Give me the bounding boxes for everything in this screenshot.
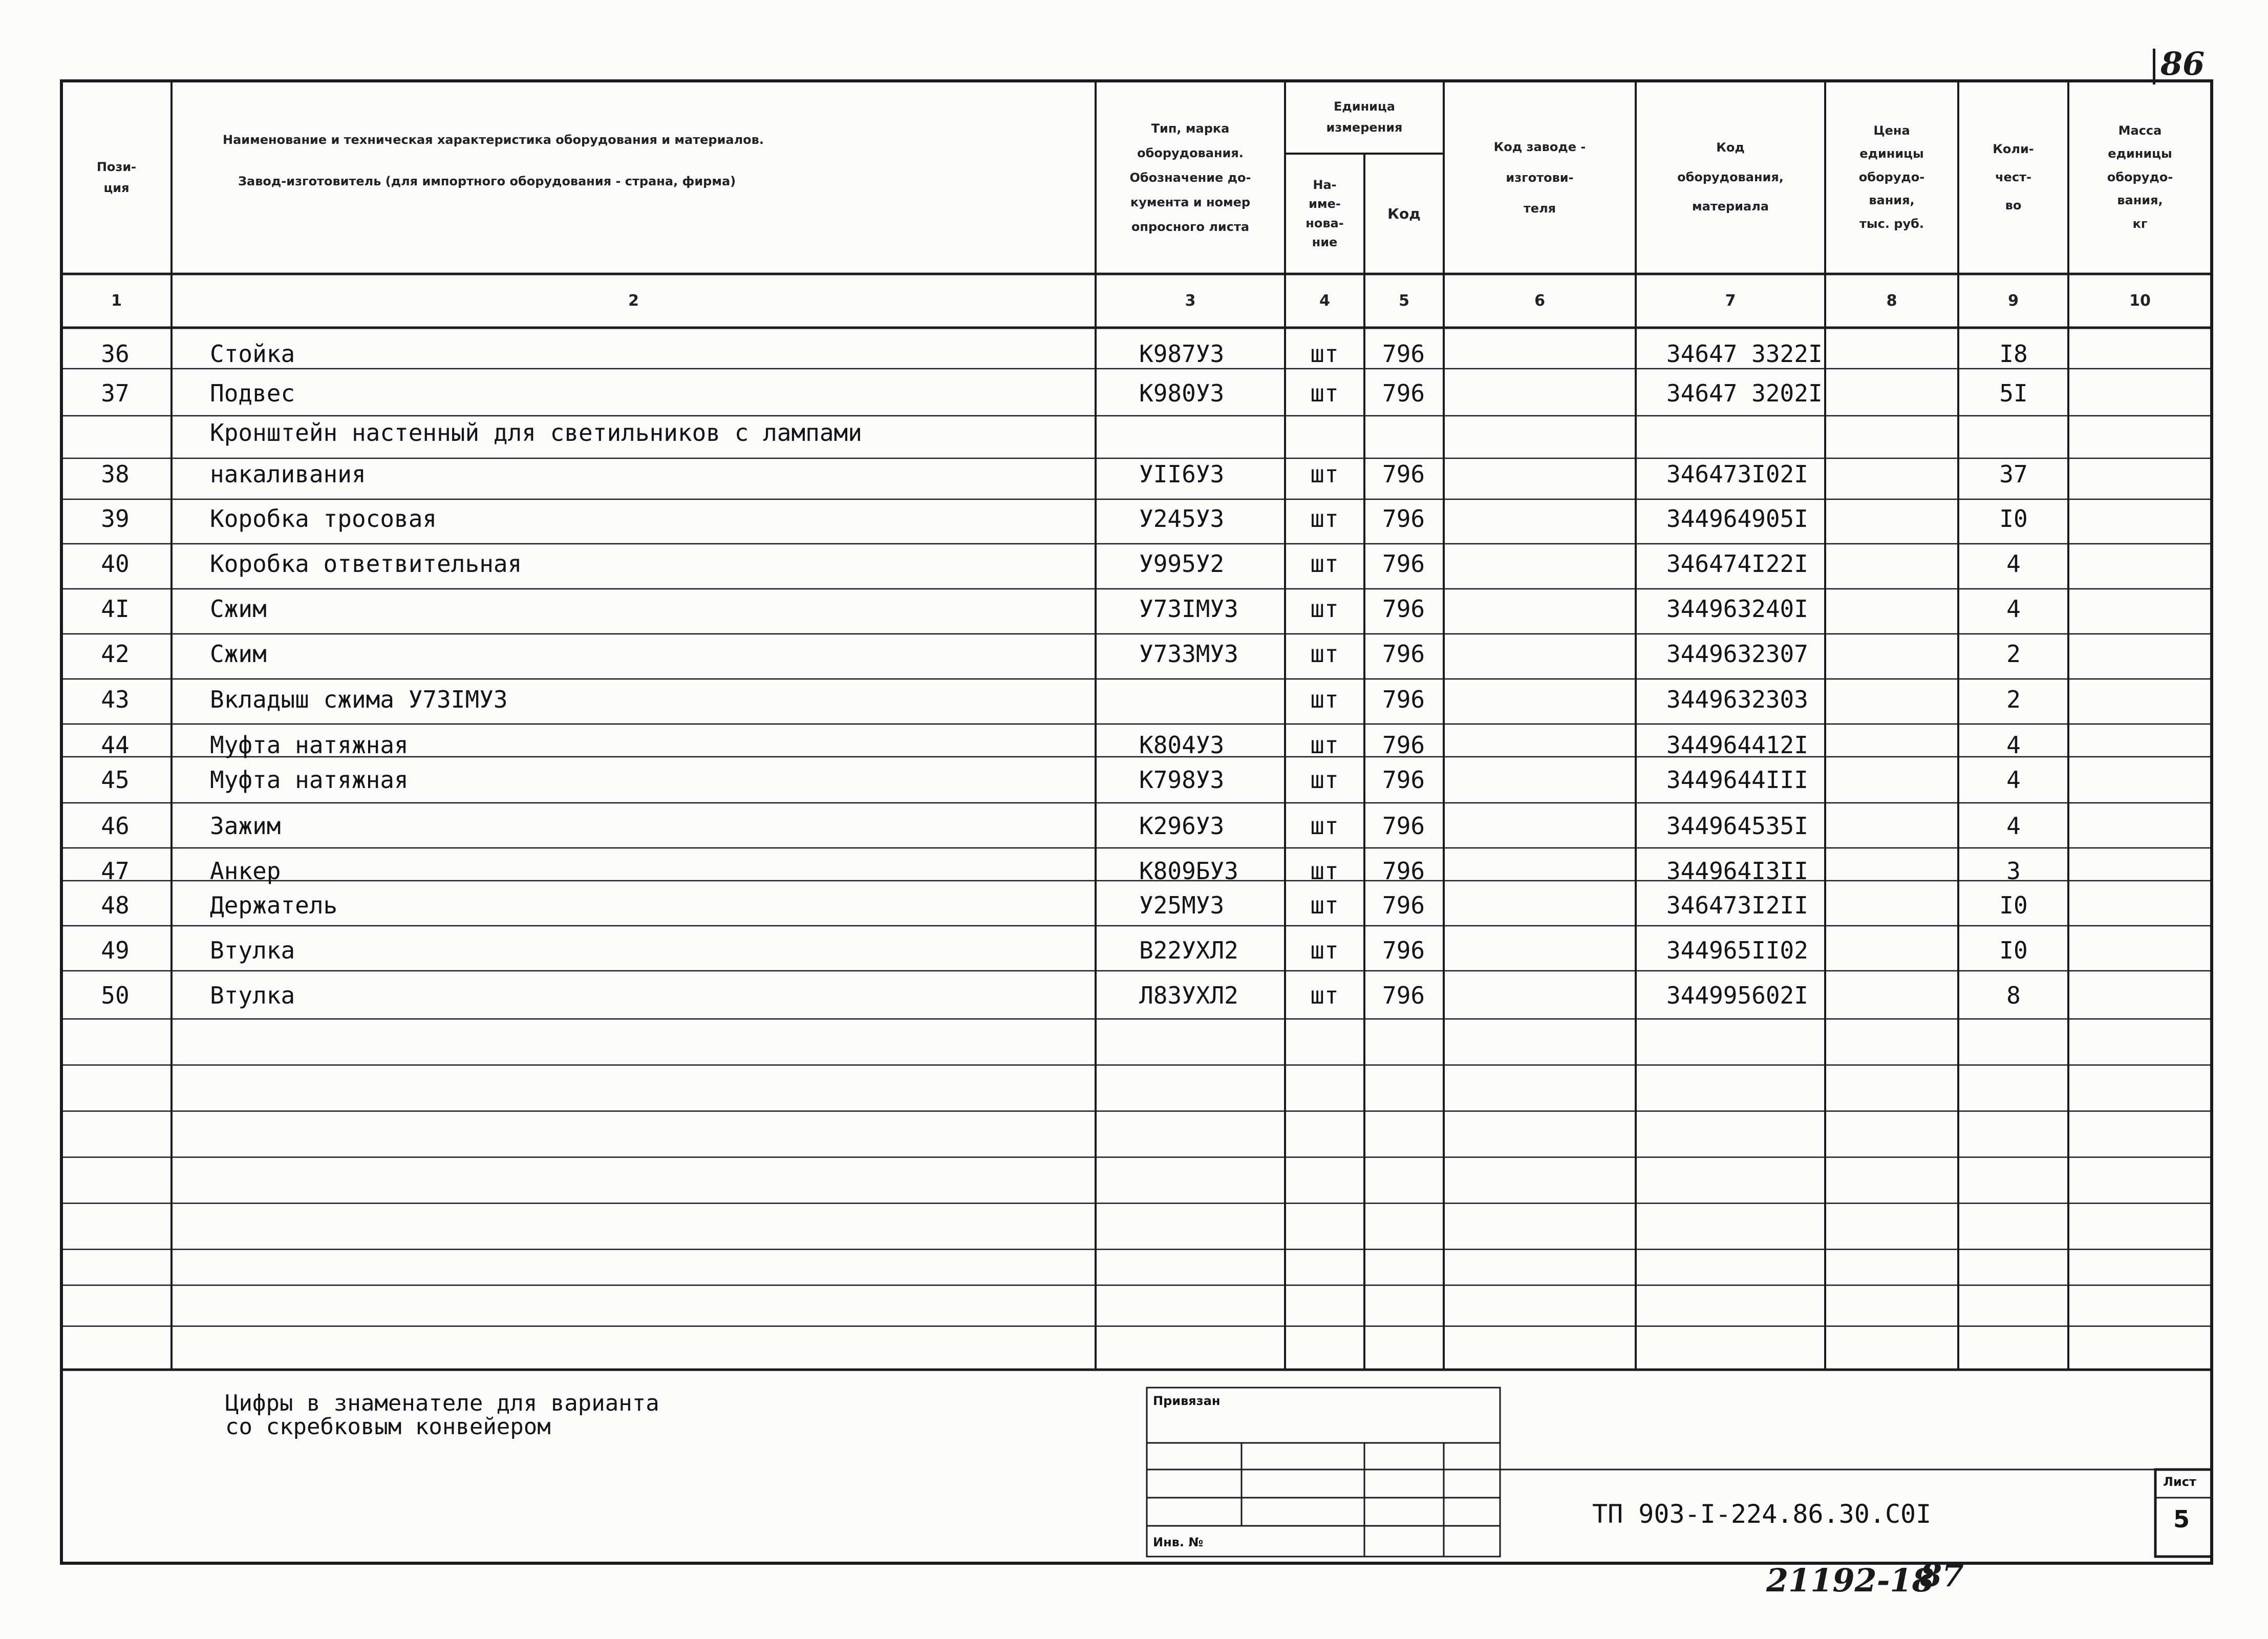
row-unit: шт xyxy=(1310,936,1339,964)
row-position: 40 xyxy=(101,550,130,578)
page-number-bottom: 87 xyxy=(1920,1557,1964,1594)
footer-note: Цифры в знаменателе для варианта со скребковым конвейером xyxy=(225,1390,659,1440)
row-unit-code: 796 xyxy=(1382,857,1425,885)
sheet-corner-number: 86 xyxy=(2160,45,2205,82)
row-unit-code: 796 xyxy=(1382,550,1425,578)
row-equip-code: 344963240I xyxy=(1666,595,1808,623)
header-name xyxy=(172,81,1096,274)
row-unit: шт xyxy=(1310,686,1339,713)
row-unit: шт xyxy=(1310,595,1339,623)
row-unit: шт xyxy=(1310,340,1339,368)
row-type: У995У2 xyxy=(1139,550,1225,578)
row-position: 45 xyxy=(101,766,130,794)
row-unit-code: 796 xyxy=(1382,686,1425,713)
row-equip-code: 346474I22I xyxy=(1666,550,1808,578)
row-unit-code: 796 xyxy=(1382,595,1425,623)
row-equip-code: 34647 3202I xyxy=(1666,379,1823,407)
header-equip-code: Код оборудования, материала xyxy=(1677,140,1784,214)
header-unit-name: На- име- нова- ние xyxy=(1306,178,1344,249)
row-unit: шт xyxy=(1310,460,1339,488)
row-name: Стойка xyxy=(210,340,295,368)
row-unit-code: 796 xyxy=(1382,505,1425,533)
row-name: Муфта натяжная xyxy=(210,766,409,794)
row-equip-code: 3449632307 xyxy=(1666,640,1808,668)
row-unit-code: 796 xyxy=(1382,460,1425,488)
row-name: Втулка xyxy=(210,936,295,964)
row-unit-code: 796 xyxy=(1382,640,1425,668)
header-mass: Масса единицы оборудо- вания, кг xyxy=(2107,123,2173,231)
row-position: 44 xyxy=(101,731,130,759)
row-quantity: I0 xyxy=(1999,936,2028,964)
row-equip-code: 3449632303 xyxy=(1666,686,1808,713)
row-type: Л83УХЛ2 xyxy=(1139,982,1238,1009)
row-position: 48 xyxy=(101,891,130,919)
row-name: Зажим xyxy=(210,812,281,840)
row-unit: шт xyxy=(1310,891,1339,919)
corner-mark xyxy=(2153,49,2155,84)
stamp-inventory-label: Инв. № xyxy=(1153,1535,1204,1549)
row-type: У245У3 xyxy=(1139,505,1225,533)
row-unit: шт xyxy=(1310,505,1339,533)
row-unit: шт xyxy=(1310,379,1339,407)
row-type: К296У3 xyxy=(1139,812,1225,840)
row-equip-code: 346473I02I xyxy=(1666,460,1808,488)
row-position: 42 xyxy=(101,640,130,668)
header-type: Тип, марка оборудования. Обозначение до- кумента и номер опросного листа xyxy=(1129,121,1251,234)
row-quantity: 37 xyxy=(1999,460,2028,488)
row-unit-code: 796 xyxy=(1382,766,1425,794)
row-unit-code: 796 xyxy=(1382,936,1425,964)
row-quantity: I0 xyxy=(1999,505,2028,533)
row-unit: шт xyxy=(1310,766,1339,794)
colnum-3: 3 xyxy=(1185,292,1196,310)
row-position: 38 xyxy=(101,460,130,488)
row-unit-code: 796 xyxy=(1382,340,1425,368)
row-quantity: 3 xyxy=(2006,857,2021,885)
row-position: 46 xyxy=(101,812,130,840)
document-number: ТП 903-I-224.86.30.C0I xyxy=(1592,1499,1932,1529)
row-name: Анкер xyxy=(210,857,281,885)
colnum-10: 10 xyxy=(2129,292,2151,310)
colnum-5: 5 xyxy=(1399,292,1409,310)
row-name: Втулка xyxy=(210,982,295,1009)
row-unit: шт xyxy=(1310,982,1339,1009)
row-name: Вкладыш сжима У73IМУ3 xyxy=(210,686,508,713)
row-equip-code: 344964I3II xyxy=(1666,857,1808,885)
sheet-label: Лист xyxy=(2163,1475,2196,1489)
header-price: Цена единицы оборудо- вания, тыс. руб. xyxy=(1858,123,1925,231)
header-name-line2: Завод-изготовитель (для импортного оборудования - страна, фирма) xyxy=(238,174,736,188)
row-quantity: 4 xyxy=(2006,595,2021,623)
row-equip-code: 344965II02 xyxy=(1666,936,1808,964)
row-name: Коробка ответвительная xyxy=(210,550,522,578)
row-equip-code: 344964905I xyxy=(1666,505,1808,533)
colnum-2: 2 xyxy=(628,292,639,310)
row-quantity: 4 xyxy=(2006,766,2021,794)
row-unit: шт xyxy=(1310,550,1339,578)
row-name: Сжим xyxy=(210,595,267,623)
row-quantity: 5I xyxy=(1999,379,2028,407)
colnum-6: 6 xyxy=(1534,292,1545,310)
row-quantity: I0 xyxy=(1999,891,2028,919)
colnum-8: 8 xyxy=(1886,292,1897,310)
row-quantity: 4 xyxy=(2006,731,2021,759)
row-unit-code: 796 xyxy=(1382,731,1425,759)
row-type: В22УХЛ2 xyxy=(1139,936,1238,964)
row-quantity: I8 xyxy=(1999,340,2028,368)
row-type: К804У3 xyxy=(1139,731,1225,759)
row-unit-code: 796 xyxy=(1382,379,1425,407)
row-name: накаливания xyxy=(210,460,366,488)
row-position: 50 xyxy=(101,982,130,1009)
row-type: К980У3 xyxy=(1139,379,1225,407)
row-name: Сжим xyxy=(210,640,267,668)
row-type: У25МУ3 xyxy=(1139,891,1225,919)
row-name: Кронштейн настенный для светильников с лампами xyxy=(210,419,862,446)
archive-number: 21192-18 xyxy=(1766,1562,1934,1599)
row-type: У73IМУ3 xyxy=(1139,595,1238,623)
row-quantity: 4 xyxy=(2006,550,2021,578)
colnum-4: 4 xyxy=(1319,292,1330,310)
row-type: УII6У3 xyxy=(1139,460,1225,488)
row-unit: шт xyxy=(1310,857,1339,885)
row-type: У733МУ3 xyxy=(1139,640,1238,668)
row-type: К987У3 xyxy=(1139,340,1225,368)
row-position: 43 xyxy=(101,686,130,713)
row-type: К809БУ3 xyxy=(1139,857,1238,885)
colnum-7: 7 xyxy=(1725,292,1736,310)
header-name-line1: Наименование и техническая характеристика оборудования и материалов. xyxy=(223,133,764,147)
row-equip-code: 344964535I xyxy=(1666,812,1808,840)
row-unit-code: 796 xyxy=(1382,812,1425,840)
row-equip-code: 346473I2II xyxy=(1666,891,1808,919)
row-unit-code: 796 xyxy=(1382,891,1425,919)
row-unit: шт xyxy=(1310,640,1339,668)
row-unit: шт xyxy=(1310,812,1339,840)
header-maker-code: Код заводе - изготови- теля xyxy=(1493,139,1586,216)
row-name: Держатель xyxy=(210,891,338,919)
stamp-linked-label: Привязан xyxy=(1153,1394,1221,1408)
colnum-1: 1 xyxy=(111,292,122,310)
row-position: 4I xyxy=(101,595,130,623)
row-type: К798У3 xyxy=(1139,766,1225,794)
row-name: Подвес xyxy=(210,379,295,407)
row-position: 49 xyxy=(101,936,130,964)
row-name: Коробка тросовая xyxy=(210,505,437,533)
header-unit-group: Единица измерения xyxy=(1326,99,1403,135)
row-equip-code: 344995602I xyxy=(1666,982,1808,1009)
row-position: 47 xyxy=(101,857,130,885)
header-quantity: Коли- чест- во xyxy=(1993,141,2034,213)
row-position: 37 xyxy=(101,379,130,407)
colnum-9: 9 xyxy=(2008,292,2019,310)
row-equip-code: 344964412I xyxy=(1666,731,1808,759)
row-position: 39 xyxy=(101,505,130,533)
row-quantity: 4 xyxy=(2006,812,2021,840)
row-position: 36 xyxy=(101,340,130,368)
row-quantity: 8 xyxy=(2006,982,2021,1009)
row-equip-code: 3449644III xyxy=(1666,766,1808,794)
sheet-number: 5 xyxy=(2173,1505,2190,1533)
row-name: Муфта натяжная xyxy=(210,731,409,759)
row-unit-code: 796 xyxy=(1382,982,1425,1009)
row-quantity: 2 xyxy=(2006,686,2021,713)
header-position: Пози- ция xyxy=(96,159,137,195)
row-equip-code: 34647 3322I xyxy=(1666,340,1823,368)
header-unit-code: Код xyxy=(1387,205,1421,222)
row-unit: шт xyxy=(1310,731,1339,759)
row-quantity: 2 xyxy=(2006,640,2021,668)
